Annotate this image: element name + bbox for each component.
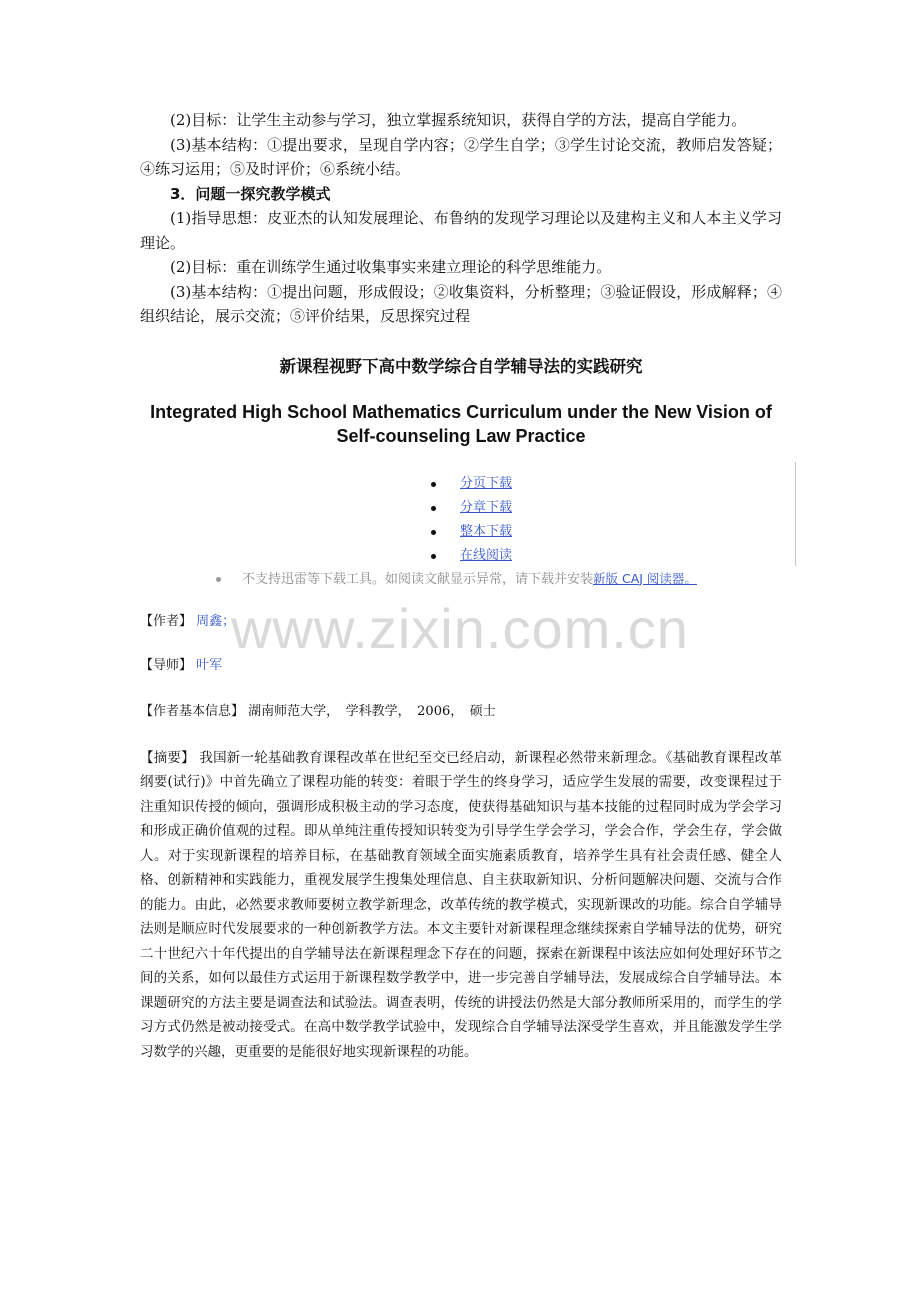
- author-info-value: 湖南师范大学， 学科教学， 2006， 硕士: [248, 703, 496, 719]
- structure-paragraph: (3)基本结构：①提出要求，呈现自学内容；②学生自学；③学生讨论交流，教师启发答疑；④练习运用；⑤及时评价；⑥系统小结。: [140, 135, 782, 178]
- watermark: www.zixin.com.cn: [231, 597, 689, 660]
- caj-reader-link[interactable]: 新版 CAJ 阅读器。: [593, 570, 697, 586]
- download-links: [140, 472, 782, 568]
- list-item: [140, 472, 782, 496]
- bullet-icon: [431, 482, 436, 487]
- abstract-label: 【摘要】: [140, 749, 195, 766]
- divider: [795, 462, 796, 566]
- author-row: [140, 612, 782, 632]
- bullet-icon: [431, 554, 436, 559]
- author-link[interactable]: 周鑫；: [196, 613, 236, 629]
- download-whole-link[interactable]: 整本下载: [460, 523, 513, 539]
- advisor-label: 【导师】: [140, 657, 193, 673]
- download-by-page-link[interactable]: 分页下载: [460, 475, 513, 491]
- goal-paragraph-2: (2)目标：重在训练学生通过收集事实来建立理论的科学思维能力。: [170, 258, 612, 276]
- advisor-link[interactable]: 叶军: [196, 657, 223, 673]
- bullet-icon: [216, 577, 221, 582]
- read-online-link[interactable]: 在线阅读: [460, 547, 513, 563]
- structure-paragraph-2: (3)基本结构：①提出问题，形成假设；②收集资料，分析整理；③验证假设，形成解释；④组织结论，展示交流；⑤评价结果，反思探究过程: [140, 282, 782, 325]
- list-item: [140, 496, 782, 520]
- download-by-chapter-link[interactable]: 分章下载: [460, 499, 513, 515]
- abstract-text: 我国新一轮基础教育课程改革在世纪至交已经启动，新课程必然带来新理念。《基础教育课程改革纲要(试行)》中首先确立了课程功能的转变：着眼于学生的终身学习，适应学生发展的需要，改变课程过于注重知识传授的倾向，强调形成积极主动的学习态度，使获得基础知识与基本技能的过程同时成为学会学习和形成正确价值观的过程。即从单纯注重传授知识转变为引导学生学会学习，学会合作，学会生存，学会做人。对于实现新课程的培养目标，在基础教育领域全面实施素质教育，培养学生具有社会责任感、健全人格、创新精神和实践能力，重视发展学生搜集处理信息、自主获取新知识、分析问题解决问题、交流与合作的能力。由此，必然要求教师要树立教学新理念，改革传统的教学模式，实现新课改的功能。综合自学辅导法则是顺应时代发展要求的一种创新教学方法。本文主要针对新课程理念继续探索自学辅导法的优势，研究二十世纪六十年代提出的自学辅导法在新课程理念下存在的问题，探索在新课程中该法应如何处理好环节之间的关系，如何以最佳方式运用于新课程数学教学中，进一步完善自学辅导法，发展成综合自学辅导法。本课题研究的方法主要是调查法和试验法。调查表明，传统的讲授法仍然是大部分教师所采用的，而学生的学习方式仍然是被动接受式。在高中数学教学试验中，发现综合自学辅导法深受学生喜欢，并且能激发学生学习数学的兴趣，更重要的是能很好地实现新课程的功能。: [140, 749, 783, 1060]
- abstract: [140, 746, 782, 1065]
- notice-text: 不支持迅雷等下载工具。如阅读文献显示异常，请下载并安装: [242, 571, 594, 587]
- list-item: [140, 544, 782, 568]
- section-heading: 3．问题一探究教学模式: [170, 184, 331, 203]
- bullet-icon: [431, 530, 436, 535]
- bullet-icon: [431, 506, 436, 511]
- list-item: [140, 520, 782, 544]
- goal-paragraph: (2)目标：让学生主动参与学习，独立掌握系统知识，获得自学的方法，提高自学能力。: [170, 111, 747, 129]
- download-notice: [140, 568, 782, 590]
- author-label: 【作者】: [140, 613, 193, 629]
- author-info-row: [140, 702, 782, 722]
- author-info-label: 【作者基本信息】: [140, 703, 245, 719]
- thesis-title-cn: 新课程视野下高中数学综合自学辅导法的实践研究: [279, 356, 643, 376]
- advisor-row: [140, 656, 782, 676]
- guiding-thought-paragraph: (1)指导思想：皮亚杰的认知发展理论、布鲁纳的发现学习理论以及建构主义和人本主义学习理论。: [140, 209, 782, 252]
- thesis-title-en: Integrated High School Mathematics Curriculum under the New Vision of Self-counseling Law Practice: [150, 401, 772, 446]
- document-page: [140, 108, 782, 1064]
